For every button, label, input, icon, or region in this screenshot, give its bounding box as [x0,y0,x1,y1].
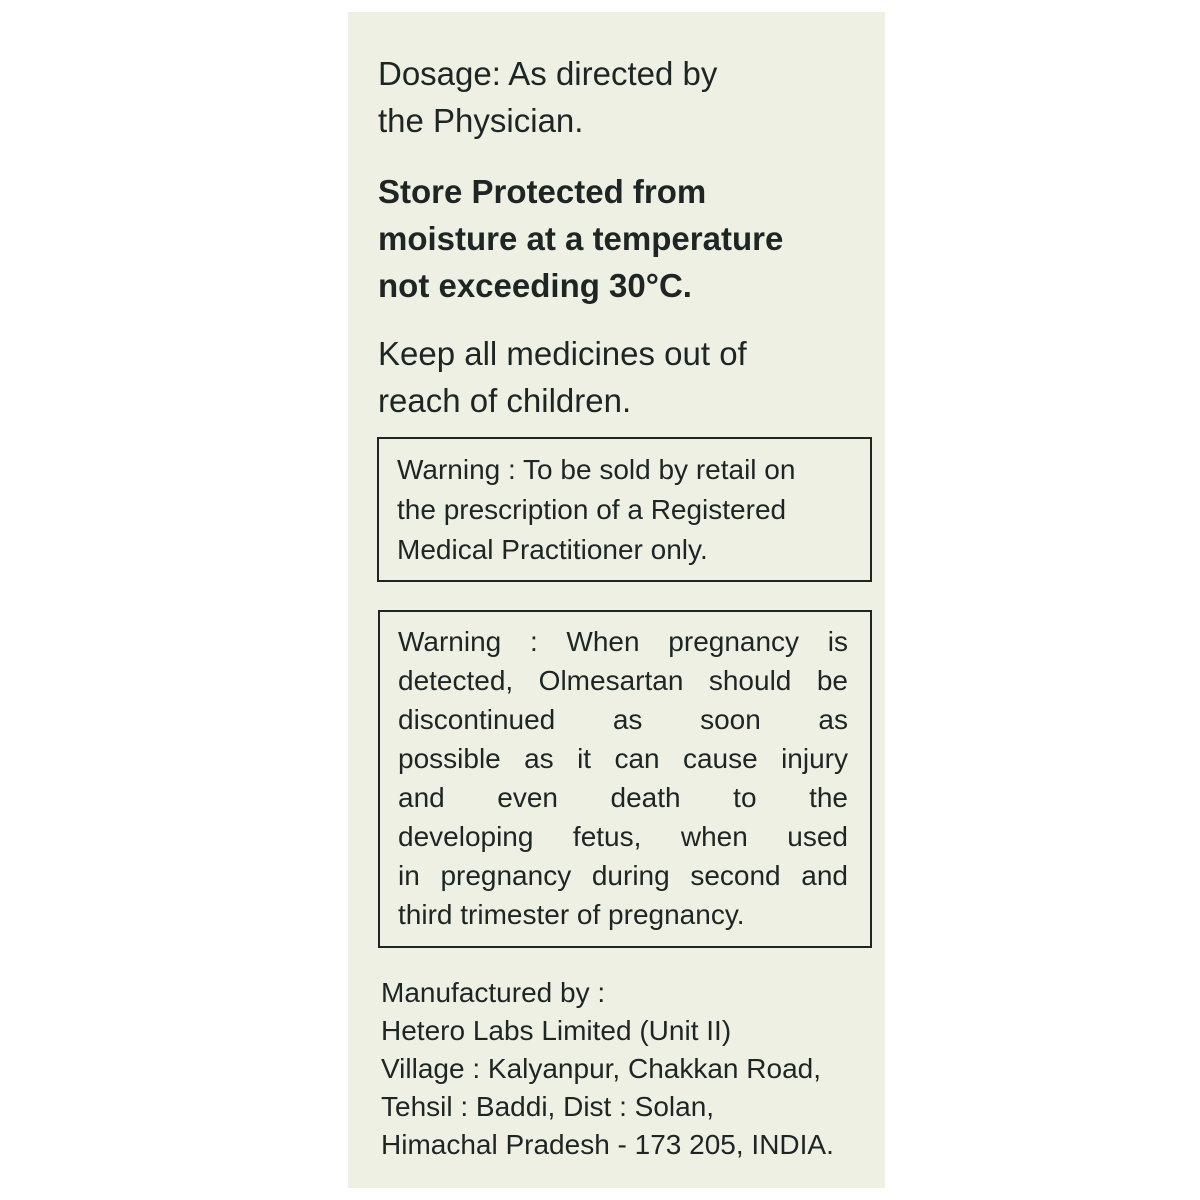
dosage-text [378,50,717,144]
manufacturer-line: Manufactured by : [381,977,606,1008]
keep-away-notice [378,330,747,424]
manufacturer-line: Himachal Pradesh - 173 205, INDIA. [381,1129,834,1160]
manufacturer-line: Village : Kalyanpur, Chakkan Road, [381,1053,821,1084]
keep-away-line: reach of children. [378,382,632,419]
dosage-line: the Physician. [378,102,584,139]
storage-line: not exceeding 30°C. [378,267,692,304]
pregnancy-warning-line: detected, Olmesartan should be [398,665,848,696]
retail-warning-box [377,437,872,582]
keep-away-line: Keep all medicines out of [378,335,747,372]
pregnancy-warning-line: in pregnancy during second and [398,860,848,891]
pregnancy-warning-text [398,622,848,934]
dosage-line: Dosage: As directed by [378,55,718,92]
pregnancy-warning-line: third trimester of pregnancy. [398,899,745,930]
storage-line: Store Protected from [378,173,707,210]
medicine-label-panel [348,12,885,1188]
retail-warning-text [397,450,795,570]
pregnancy-warning-line: developing fetus, when used [398,821,848,852]
retail-warning-line: Warning : To be sold by retail on [397,454,796,485]
storage-line: moisture at a temperature [378,220,784,257]
storage-instructions [378,168,783,309]
retail-warning-line: the prescription of a Registered [397,494,787,525]
pregnancy-warning-line: possible as it can cause injury [398,743,848,774]
manufacturer-line: Tehsil : Baddi, Dist : Solan, [381,1091,715,1122]
manufacturer-line: Hetero Labs Limited (Unit II) [381,1015,732,1046]
pregnancy-warning-line: discontinued as soon as [398,704,848,735]
pregnancy-warning-box [378,610,872,948]
retail-warning-line: Medical Practitioner only. [397,534,708,565]
pregnancy-warning-line: Warning : When pregnancy is [398,626,848,657]
pregnancy-warning-line: and even death to the [398,782,848,813]
manufacturer-details [381,974,834,1164]
